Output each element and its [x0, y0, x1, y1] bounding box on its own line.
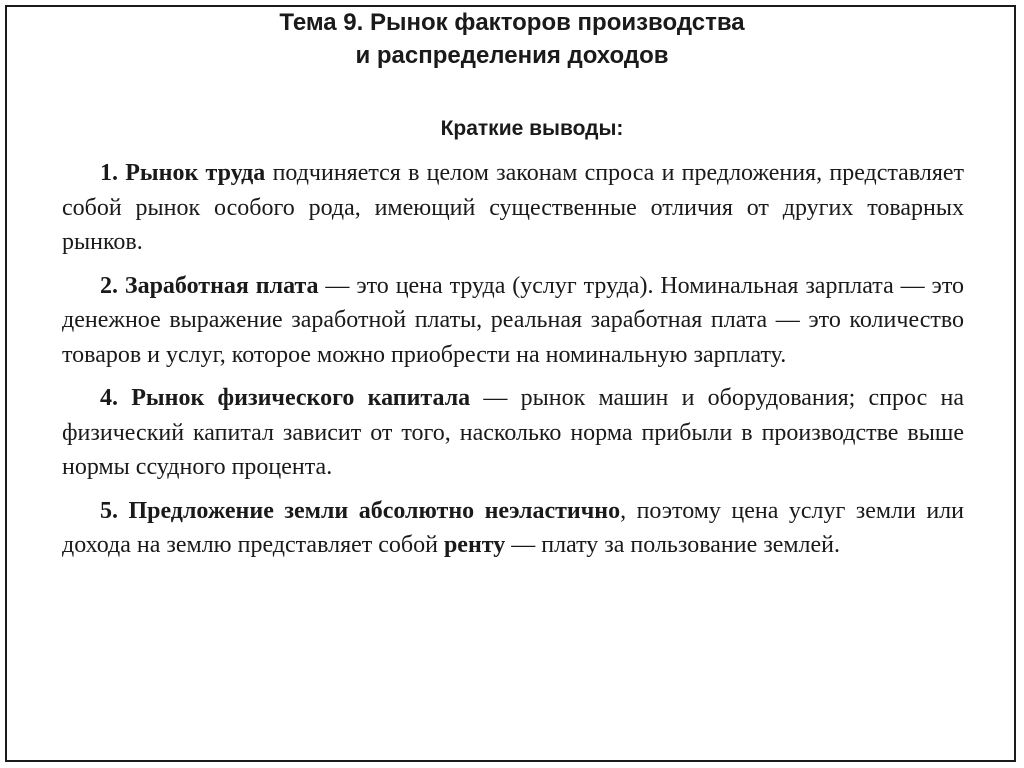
paragraph-text: — плату за пользование землей. — [505, 532, 841, 558]
paragraph-text: , поэтому цена услуг земли или дохода на землю представляет собой — [62, 497, 964, 558]
paragraph-lead: 4. Рынок физического капитала — [100, 385, 471, 411]
paragraph-text: — рынок машин и оборудования; спрос на физический капитал зависит от того, насколько норма прибыли в производстве выше нормы ссудного процента. — [62, 385, 965, 480]
paragraph-land-supply — [62, 494, 964, 563]
paragraph-text: — это цена труда (услуг труда). Номинальная зарплата — это денежное выражение заработной платы, реальная заработная плата — это количество товаров и услуг, которое можно приобрести на номинальную зарплату. — [62, 272, 964, 368]
summary-heading: Краткие выводы: — [440, 117, 624, 140]
paragraph-labor-market — [62, 156, 964, 260]
paragraph-text: подчиняется в целом законам спроса и предложения, представляет собой рынок особого рода, имеющий существенные отличия от других товарных рынков. — [62, 160, 965, 255]
summary-content — [62, 156, 964, 572]
paragraph-term-rent: ренту — [443, 532, 506, 558]
paragraph-lead: 1. Рынок труда — [100, 160, 266, 186]
title-line-1: Тема 9. Рынок факторов производства — [279, 9, 745, 36]
paragraph-wages — [62, 269, 964, 373]
paragraph-physical-capital — [62, 381, 964, 485]
title-line-2: и распределения доходов — [355, 42, 669, 69]
paragraph-lead: 5. Предложение земли абсолютно неэластично — [100, 497, 621, 524]
paragraph-lead: 2. Заработная плата — [100, 272, 319, 299]
slide-title — [0, 6, 1024, 72]
